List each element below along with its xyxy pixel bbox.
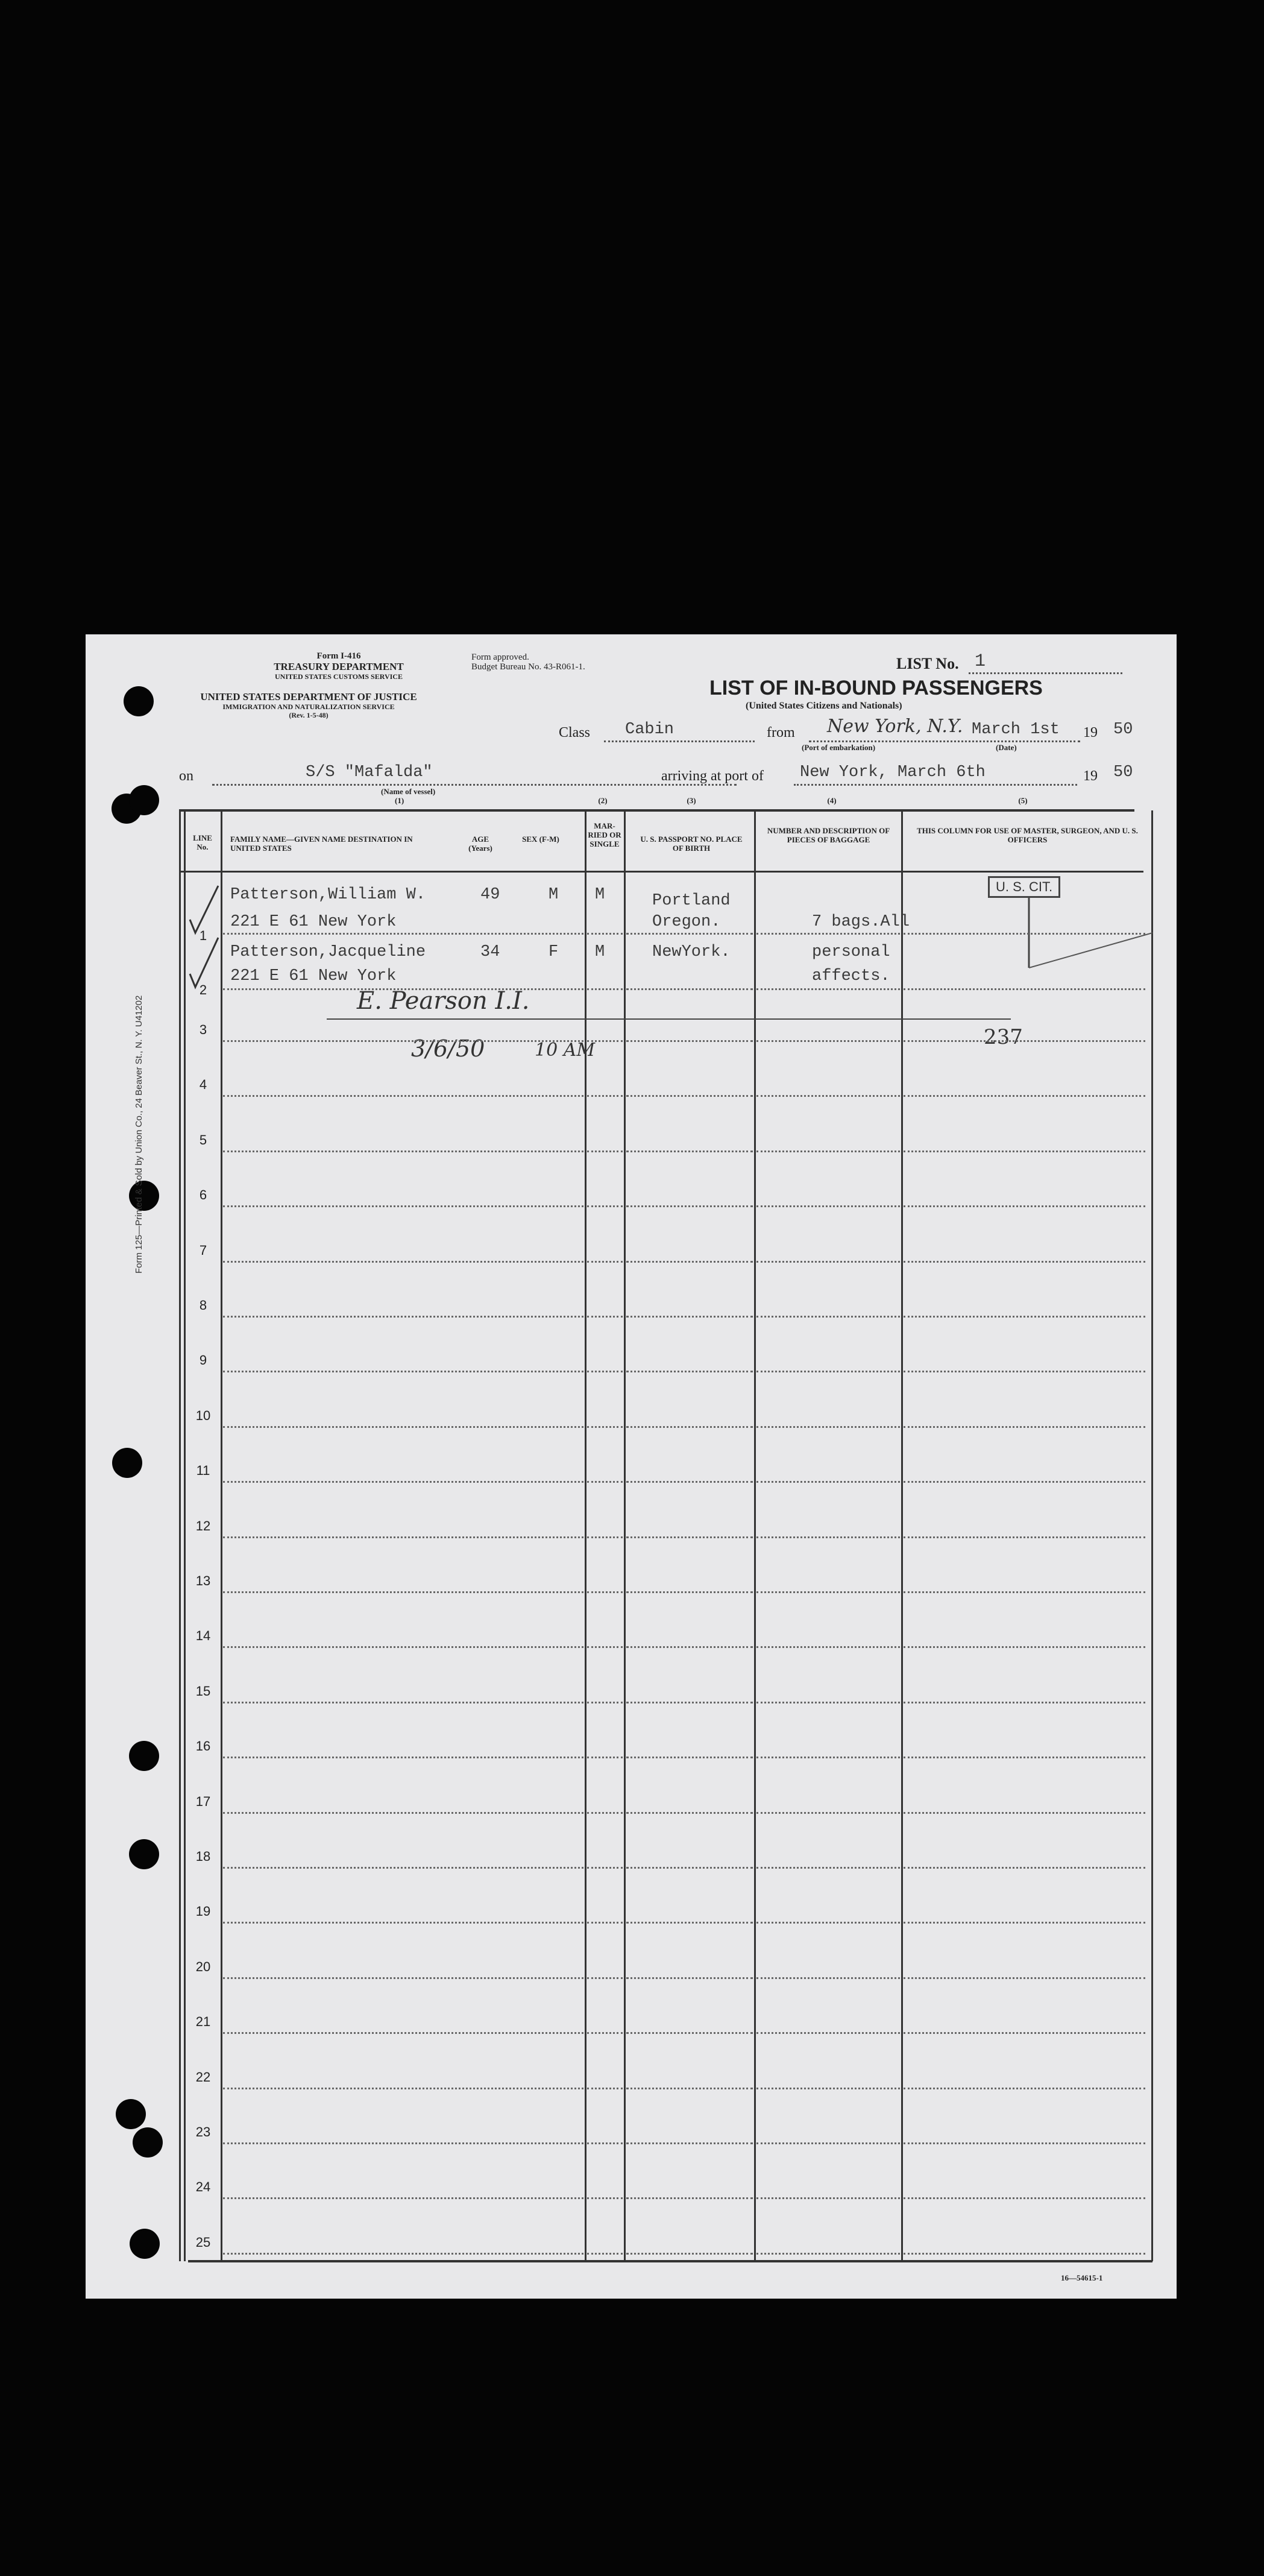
row-rule [904,1591,1145,1593]
handwritten-signature: E. Pearson I.I. [357,987,530,1015]
row-rule [904,1151,1145,1152]
row-1-age: 49 [480,886,500,904]
row-rule [223,1867,583,1869]
row-rule [756,1205,900,1207]
vessel-value: S/S "Mafalda" [306,763,433,781]
row-rule [626,1205,753,1207]
row-rule [223,1205,583,1207]
col-header-baggage: NUMBER AND DESCRIPTION OF PIECES OF BAGGAGE [767,826,890,844]
row-rule [626,2088,753,2089]
line-number: 9 [199,1353,207,1368]
line-number: 23 [195,2124,211,2139]
year-value-1: 50 [1113,721,1133,739]
row-rule [223,1812,583,1814]
row-rule [756,1095,900,1097]
year-value-2: 50 [1113,763,1133,781]
col-header-line-no: LINE No. [193,833,212,851]
row-rule [587,988,623,990]
row-rule [756,1646,900,1648]
table-bottom-rule [188,2260,1152,2262]
line-number: 4 [199,1077,207,1093]
punch-hole [130,2229,160,2259]
row-rule [904,1205,1145,1207]
row-rule [223,1151,583,1152]
handwritten-time: 10 AM [535,1040,596,1061]
handwritten-number: 237 [984,1025,1023,1049]
line-number: 8 [199,1298,207,1313]
row-rule [904,1867,1145,1869]
punch-hole [129,785,159,815]
row-rule [587,1646,623,1648]
row-rule [756,1481,900,1483]
row-1-name: Patterson,William W. [230,886,426,904]
form-approved: Form approved. [471,652,529,662]
row-1-destination: 221 E 61 New York [230,913,397,931]
col-header-officers: THIS COLUMN FOR USE OF MASTER, SURGEON, AND U. S. OFFICERS [917,826,1138,844]
row-rule [587,2253,623,2255]
row-rule [223,1040,583,1042]
revision: (Rev. 1-5-48) [289,711,329,719]
row-rule [626,1977,753,1979]
row-rule [626,1702,753,1703]
row-rule [587,1316,623,1318]
row-rule [626,1591,753,1593]
table-border-left [179,810,181,2261]
row-rule [223,1977,583,1979]
punch-hole [116,2099,146,2129]
customs-service: UNITED STATES CUSTOMS SERVICE [275,672,403,681]
row-rule [756,1922,900,1924]
line-number: 22 [195,2069,211,2085]
row-rule [904,1646,1145,1648]
row-rule [904,1702,1145,1703]
stamp-bracket [1026,897,1159,981]
row-rule [223,933,583,935]
table-border-right [1151,810,1153,2261]
col-divider-line [221,810,222,2261]
arriving-value: New York, March 6th [800,763,986,781]
row-rule [626,988,753,990]
row-rule [904,1812,1145,1814]
row-rule [756,2253,900,2255]
row-rule [904,1757,1145,1758]
line-number: 21 [195,2014,211,2030]
row-rule [756,2197,900,2199]
row-1-number: 1 [199,928,207,943]
row-rule [756,1702,900,1703]
row-rule [904,2032,1145,2034]
row-rule [223,1591,583,1593]
row-rule [626,2142,753,2144]
row-2-baggage-2: affects. [812,967,890,985]
line-number: 7 [199,1242,207,1258]
row-2-destination: 221 E 61 New York [230,967,397,985]
line-number: 25 [195,2234,211,2250]
row-rule [626,1261,753,1263]
row-rule [626,1757,753,1758]
port-caption: (Port of embarkation) [802,743,876,752]
row-rule [223,1316,583,1318]
row-2-number: 2 [199,982,207,997]
row-rule [587,933,623,935]
table-header-rule [179,871,1143,873]
row-rule [223,1922,583,1924]
row-rule [904,2197,1145,2199]
vessel-col-num: (1) [395,796,404,805]
col-num-2: (2) [598,796,608,805]
row-rule [756,2088,900,2089]
row-rule [756,1316,900,1318]
row-rule [756,1371,900,1372]
row-rule [587,2142,623,2144]
line-number: 13 [195,1573,211,1588]
row-1-birth-2: Oregon. [652,913,721,931]
arriving-line [794,784,1077,786]
row-rule [626,1426,753,1428]
year-prefix-1: 19 [1083,725,1098,740]
table-top-rule [179,809,1134,812]
row-rule [223,2088,583,2089]
line-number: 24 [195,2179,211,2195]
punch-hole [124,686,154,716]
row-rule [587,1095,623,1097]
line-number: 20 [195,1959,211,1974]
row-2-name: Patterson,Jacqueline [230,943,426,961]
class-label: Class [559,725,591,740]
row-2-age: 34 [480,943,500,961]
col-header-sex: SEX (F-M) [522,835,559,844]
row-rule [223,2197,583,2199]
row-rule [626,2032,753,2034]
line-number: 17 [195,1793,211,1809]
row-rule [756,1591,900,1593]
row-rule [587,1977,623,1979]
row-rule [626,2253,753,2255]
row-rule [626,1536,753,1538]
row-rule [904,1426,1145,1428]
row-rule [587,1371,623,1372]
row-rule [756,1536,900,1538]
port-line [809,740,1080,742]
printer-imprint: Form 125—Printed & Sold by Union Co., 24 Beaver St., N. Y. U41202 [134,995,144,1274]
row-2-birth: NewYork. [652,943,731,961]
row-rule [587,2197,623,2199]
row-rule [904,988,1145,990]
row-rule [626,1867,753,1869]
row-rule [904,1316,1145,1318]
row-rule [626,1040,753,1042]
row-rule [587,1536,623,1538]
form-number: Form I-416 [316,651,361,661]
port-value: New York, N.Y. [827,716,963,737]
row-rule [626,1095,753,1097]
row-rule [904,1371,1145,1372]
row-rule [626,1812,753,1814]
row-1-birth-1: Portland [652,892,731,910]
col-num-3: (3) [687,796,696,805]
row-rule [223,1426,583,1428]
row-rule [223,1371,583,1372]
line-number: 16 [195,1738,211,1754]
row-rule [587,1867,623,1869]
col-header-name: FAMILY NAME—GIVEN NAME DESTINATION IN UNITED STATES [230,835,413,853]
row-rule [587,1205,623,1207]
row-rule [626,1371,753,1372]
row-rule [904,1261,1145,1263]
row-rule [626,1922,753,1924]
col-num-5: (5) [1018,796,1028,805]
row-rule [756,1812,900,1814]
row-rule [587,1481,623,1483]
row-rule [587,1757,623,1758]
us-citizen-stamp: U. S. CIT. [988,876,1060,898]
row-rule [756,933,900,935]
punch-hole [129,1839,159,1869]
line-number: 6 [199,1187,207,1203]
handwritten-date: 3/6/50 [411,1035,485,1062]
line-number: 11 [196,1463,210,1479]
row-rule [587,1261,623,1263]
line-number: 5 [199,1132,207,1148]
punch-hole [129,1741,159,1771]
row-rule [587,1591,623,1593]
row-rule [626,2197,753,2199]
row-rule [756,1757,900,1758]
arriving-label: arriving at port of [661,768,764,784]
justice-dept: UNITED STATES DEPARTMENT OF JUSTICE [200,691,417,702]
row-rule [904,2142,1145,2144]
row-rule [904,1536,1145,1538]
row-rule [756,1040,900,1042]
line-number: 14 [195,1628,211,1644]
row-rule [904,1922,1145,1924]
row-rule [756,988,900,990]
row-rule [626,1151,753,1152]
row-rule [904,1481,1145,1483]
col-divider-passport [754,810,756,2261]
list-no-value: 1 [975,651,986,672]
form-code: 16—54615-1 [1061,2273,1103,2282]
vessel-line [212,784,737,786]
row-rule [223,1095,583,1097]
row-rule [756,1977,900,1979]
punch-hole [133,2127,163,2158]
col-header-age: AGE (Years) [468,835,492,853]
row-rule [223,1646,583,1648]
col-num-4: (4) [827,796,837,805]
col-header-married: MAR-RIED OR SINGLE [588,821,621,848]
row-rule [626,1481,753,1483]
list-no-label: LIST No. [896,655,959,672]
row-rule [587,2088,623,2089]
row-rule [626,1646,753,1648]
year-prefix-2: 19 [1083,768,1098,784]
col-divider-married [624,810,626,2261]
row-rule [626,1316,753,1318]
budget-bureau: Budget Bureau No. 43-R061-1. [471,662,585,672]
row-rule [223,1757,583,1758]
row-rule [904,1977,1145,1979]
class-line [604,740,755,742]
list-no-line [969,672,1122,674]
col-divider-name [585,810,586,2261]
row-rule [756,2032,900,2034]
line-number: 12 [195,1518,211,1533]
from-label: from [767,725,795,740]
row-rule [587,1922,623,1924]
row-rule [587,1040,623,1042]
row-rule [587,1812,623,1814]
row-rule [223,1536,583,1538]
row-rule [587,2032,623,2034]
row-1-baggage: 7 bags.All [812,913,910,931]
row-rule [756,2142,900,2144]
vessel-caption: (Name of vessel) [381,787,436,796]
ins-service: IMMIGRATION AND NATURALIZATION SERVICE [222,702,395,711]
row-rule [904,2253,1145,2255]
row-rule [904,2088,1145,2089]
date-value: March 1st [972,721,1060,739]
row-1-married: M [595,886,605,904]
row-rule [223,1481,583,1483]
row-rule [904,1095,1145,1097]
row-rule [587,1702,623,1703]
line-number: 15 [195,1683,211,1699]
row-rule [904,1040,1145,1042]
row-rule [223,2253,583,2255]
on-label: on [179,768,193,784]
row-rule [223,988,583,990]
row-rule [626,933,753,935]
line-number: 18 [195,1849,211,1864]
row-2-sex: F [549,943,559,961]
row-rule [223,1702,583,1703]
page-subtitle: (United States Citizens and Nationals) [746,701,902,711]
punch-hole [112,1448,142,1478]
date-caption: (Date) [996,743,1017,752]
row-rule [904,933,1145,935]
line-number: 10 [195,1407,211,1423]
row-rule [756,1151,900,1152]
row-rule [223,1261,583,1263]
row-rule [756,1426,900,1428]
signature-strike [327,1018,1011,1020]
row-rule [223,2032,583,2034]
line-number: 3 [199,1022,207,1037]
class-value: Cabin [625,721,674,739]
checkmark-icon [187,873,223,1005]
row-1-sex: M [549,886,559,904]
row-rule [756,1867,900,1869]
col-divider-baggage [901,810,903,2261]
row-rule [756,1261,900,1263]
row-rule [223,2142,583,2144]
manifest-page [86,634,1177,2299]
row-2-married: M [595,943,605,961]
row-rule [587,1426,623,1428]
row-2-baggage-1: personal [812,943,890,961]
table-border-left-inner [184,810,186,2261]
treasury-dept: TREASURY DEPARTMENT [274,661,404,672]
row-rule [587,1151,623,1152]
col-header-passport: U. S. PASSPORT NO. PLACE OF BIRTH [640,835,743,853]
line-number: 19 [195,1904,211,1919]
page-title: LIST OF IN-BOUND PASSENGERS [709,677,1043,699]
